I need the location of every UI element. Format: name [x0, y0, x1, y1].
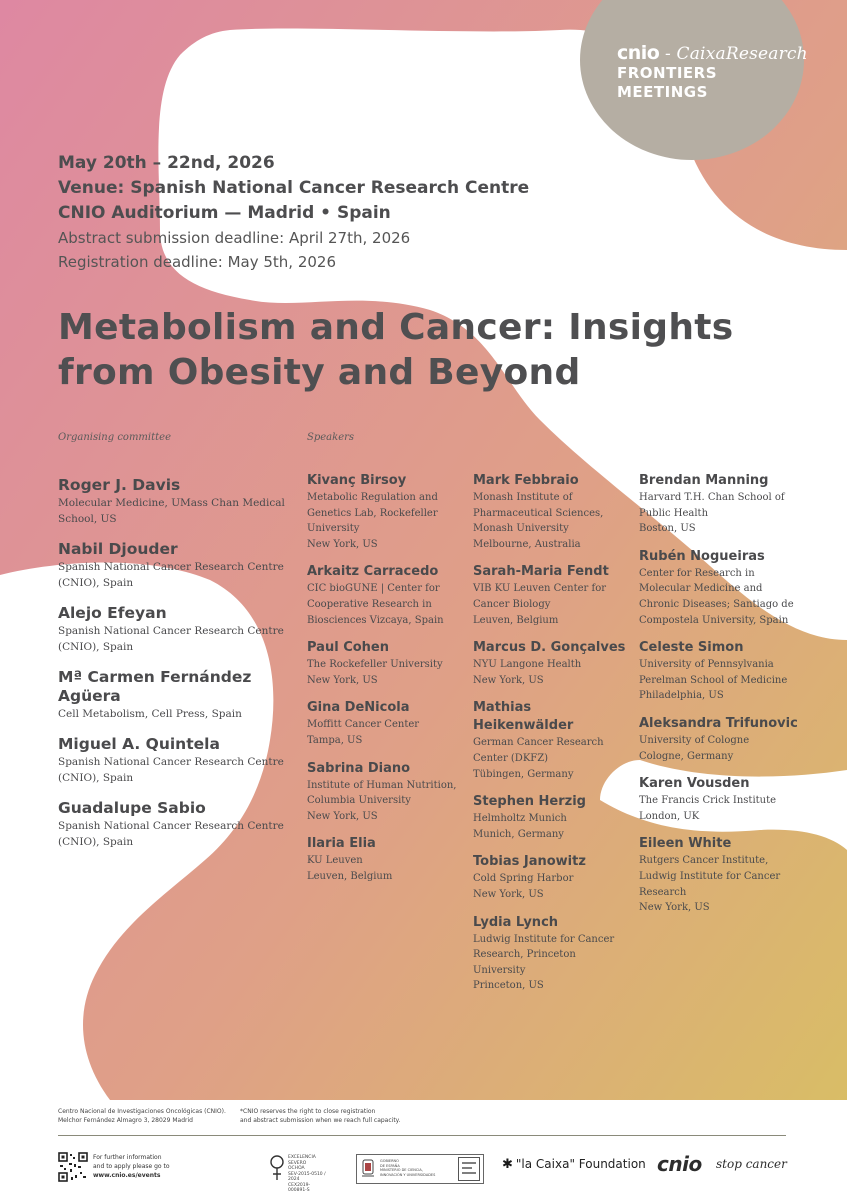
cnio-wordmark: cnio	[617, 42, 660, 64]
person-name: Aleksandra Trifunovic	[639, 715, 798, 731]
stop-cancer-tagline: stop cancer	[716, 1157, 787, 1171]
excellence-label: EXCELENCIA SEVERO OCHOA SEV-2015-0510 / 2024 CEX2019-000891-S	[288, 1155, 326, 1193]
person-entry	[58, 476, 298, 527]
person-entry	[307, 472, 467, 552]
lacaixa-foundation-label: "la Caixa" Foundation	[515, 1157, 646, 1171]
person-name: Marcus D. Gonçalves	[473, 640, 626, 656]
person-entry	[307, 760, 467, 825]
person-entry	[307, 563, 467, 628]
agency-logo-icon	[458, 1157, 480, 1181]
person-affiliation: German Cancer Research Center (DKFZ) Tübingen, Germany	[473, 737, 604, 780]
footer-info-text: For further information and to apply please go to	[93, 1154, 170, 1170]
person-entry	[58, 604, 298, 655]
registration-deadline: Registration deadline: May 5th, 2026	[58, 253, 336, 271]
event-venue: Venue: Spanish National Cancer Research Centre	[58, 178, 530, 198]
person-name: Rubén Nogueiras	[639, 548, 765, 564]
person-name: Roger J. Davis	[58, 476, 181, 494]
person-name: Eileen White	[639, 836, 732, 852]
cnio-footer-logo: cnio	[657, 1152, 702, 1176]
footer-disclaimer: *CNIO reserves the right to close registration and abstract submission when we reach full capacity.	[240, 1108, 401, 1124]
person-entry	[307, 639, 467, 688]
person-entry	[473, 639, 633, 688]
person-name: Tobias Janowitz	[473, 854, 586, 870]
footer-divider	[58, 1135, 786, 1136]
person-affiliation: The Francis Crick Institute London, UK	[639, 795, 777, 822]
person-affiliation: Spanish National Cancer Research Centre (CNIO), Spain	[58, 625, 284, 653]
person-name: Miguel A. Quintela	[58, 735, 220, 753]
speakers-column-2	[473, 472, 633, 1005]
person-entry	[307, 699, 467, 748]
logo-separator: -	[659, 44, 677, 64]
person-entry	[639, 472, 809, 537]
person-affiliation: Spanish National Cancer Research Centre (CNIO), Spain	[58, 756, 284, 784]
person-affiliation: University of Cologne Cologne, Germany	[639, 734, 750, 762]
caixaresearch-wordmark: CaixaResearch	[676, 44, 808, 64]
person-affiliation: Rutgers Cancer Institute, Ludwig Institute for Cancer Research New York, US	[639, 855, 781, 914]
person-entry	[58, 735, 298, 786]
person-name: Paul Cohen	[307, 640, 389, 656]
person-affiliation: Metabolic Regulation and Genetics Lab, Rockefeller University New York, US	[307, 492, 438, 550]
person-name: Alejo Efeyan	[58, 604, 167, 622]
person-name: Guadalupe Sabio	[58, 799, 206, 817]
title-line-2: from Obesity and Beyond	[58, 352, 581, 393]
person-affiliation: CIC bioGUNE | Center for Cooperative Research in Biosciences Vizcaya, Spain	[307, 583, 444, 626]
person-affiliation: VIB KU Leuven Center for Cancer Biology Leuven, Belgium	[473, 583, 607, 626]
person-entry	[58, 668, 298, 722]
title-line-1: Metabolism and Cancer: Insights	[58, 307, 734, 348]
footer-info-url[interactable]: www.cnio.es/events	[93, 1172, 161, 1179]
person-affiliation: Cell Metabolism, Cell Press, Spain	[58, 708, 242, 720]
person-affiliation: Ludwig Institute for Cancer Research, Princeton University Princeton, US	[473, 933, 615, 992]
organisers-list	[58, 476, 298, 863]
person-entry	[473, 699, 633, 782]
person-name: Celeste Simon	[639, 640, 744, 656]
person-entry	[639, 639, 809, 704]
person-name: Mathias Heikenwälder	[473, 700, 574, 734]
person-name: Lydia Lynch	[473, 914, 559, 930]
person-affiliation: Moffitt Cancer Center Tampa, US	[307, 719, 420, 746]
person-name: Mª Carmen Fernández Agüera	[58, 668, 252, 705]
person-name: Sarah-Maria Fendt	[473, 564, 609, 580]
person-entry	[473, 853, 633, 902]
person-affiliation: Molecular Medicine, UMass Chan Medical School, US	[58, 497, 285, 525]
person-name: Arkaitz Carracedo	[307, 564, 439, 580]
person-affiliation: Spanish National Cancer Research Centre (CNIO), Spain	[58, 820, 284, 848]
person-entry	[639, 548, 809, 628]
person-affiliation: Helmholtz Munich Munich, Germany	[473, 813, 567, 840]
logo-line-meetings: MEETINGS	[617, 83, 708, 101]
person-affiliation: The Rockefeller University New York, US	[307, 659, 443, 686]
footer-address: Centro Nacional de Investigaciones Oncológicas (CNIO). Melchor Fernández Almagro 3, 28029 Madrid	[58, 1108, 226, 1124]
government-text: GOBIERNO DE ESPAÑA MINISTERIO DE CIENCIA, INNOVACIÓN Y UNIVERSIDADES	[380, 1159, 436, 1177]
person-entry	[473, 563, 633, 628]
person-entry	[639, 715, 809, 764]
person-entry	[473, 472, 633, 552]
person-name: Brendan Manning	[639, 473, 769, 488]
severo-ochoa-seal-icon	[268, 1152, 286, 1182]
lacaixa-star-icon: ✱	[502, 1157, 513, 1172]
person-name: Ilaria Elia	[307, 836, 376, 852]
person-entry	[58, 799, 298, 850]
person-name: Sabrina Diano	[307, 760, 411, 776]
person-affiliation: Spanish National Cancer Research Centre (CNIO), Spain	[58, 561, 284, 589]
qr-code-icon[interactable]	[58, 1152, 88, 1182]
frontiers-logo	[617, 42, 808, 102]
person-affiliation: Center for Research in Molecular Medicine and Chronic Diseases; Santiago de Compostela University, Spain	[639, 567, 794, 626]
person-affiliation: Cold Spring Harbor New York, US	[473, 873, 574, 900]
person-name: Nabil Djouder	[58, 540, 178, 558]
meeting-title	[58, 305, 778, 395]
event-info	[58, 151, 529, 274]
person-affiliation: Institute of Human Nutrition, Columbia University New York, US	[307, 779, 457, 822]
person-affiliation: Monash Institute of Pharmaceutical Sciences, Monash University Melbourne, Australia	[473, 492, 604, 550]
speakers-column-1	[307, 472, 467, 896]
person-name: Karen Vousden	[639, 776, 750, 792]
spain-crest-icon	[360, 1158, 376, 1180]
person-name: Kivanç Birsoy	[307, 473, 407, 488]
person-entry	[473, 793, 633, 842]
person-name: Gina DeNicola	[307, 700, 410, 716]
person-entry	[473, 914, 633, 994]
footer-info	[93, 1153, 170, 1180]
logo-brand-line	[617, 42, 808, 64]
person-affiliation: KU Leuven Leuven, Belgium	[307, 855, 393, 882]
speakers-label: Speakers	[307, 432, 355, 443]
speakers-column-3	[639, 472, 809, 927]
person-affiliation: University of Pennsylvania Perelman School of Medicine Philadelphia, US	[639, 659, 788, 702]
person-entry	[639, 835, 809, 915]
logo-line-frontiers: FRONTIERS	[617, 64, 718, 82]
lacaixa-logo	[502, 1157, 646, 1172]
event-location: CNIO Auditorium — Madrid • Spain	[58, 203, 391, 223]
person-entry	[639, 775, 809, 824]
person-entry	[58, 540, 298, 591]
person-affiliation: Harvard T.H. Chan School of Public Health Boston, US	[639, 492, 785, 535]
event-dates: May 20th – 22nd, 2026	[58, 153, 275, 173]
person-name: Stephen Herzig	[473, 794, 586, 810]
person-affiliation: NYU Langone Health New York, US	[473, 659, 582, 686]
organising-committee-label: Organising committee	[58, 432, 171, 443]
abstract-deadline: Abstract submission deadline: April 27th, 2026	[58, 229, 411, 247]
person-name: Mark Febbraio	[473, 473, 579, 488]
person-entry	[307, 835, 467, 884]
